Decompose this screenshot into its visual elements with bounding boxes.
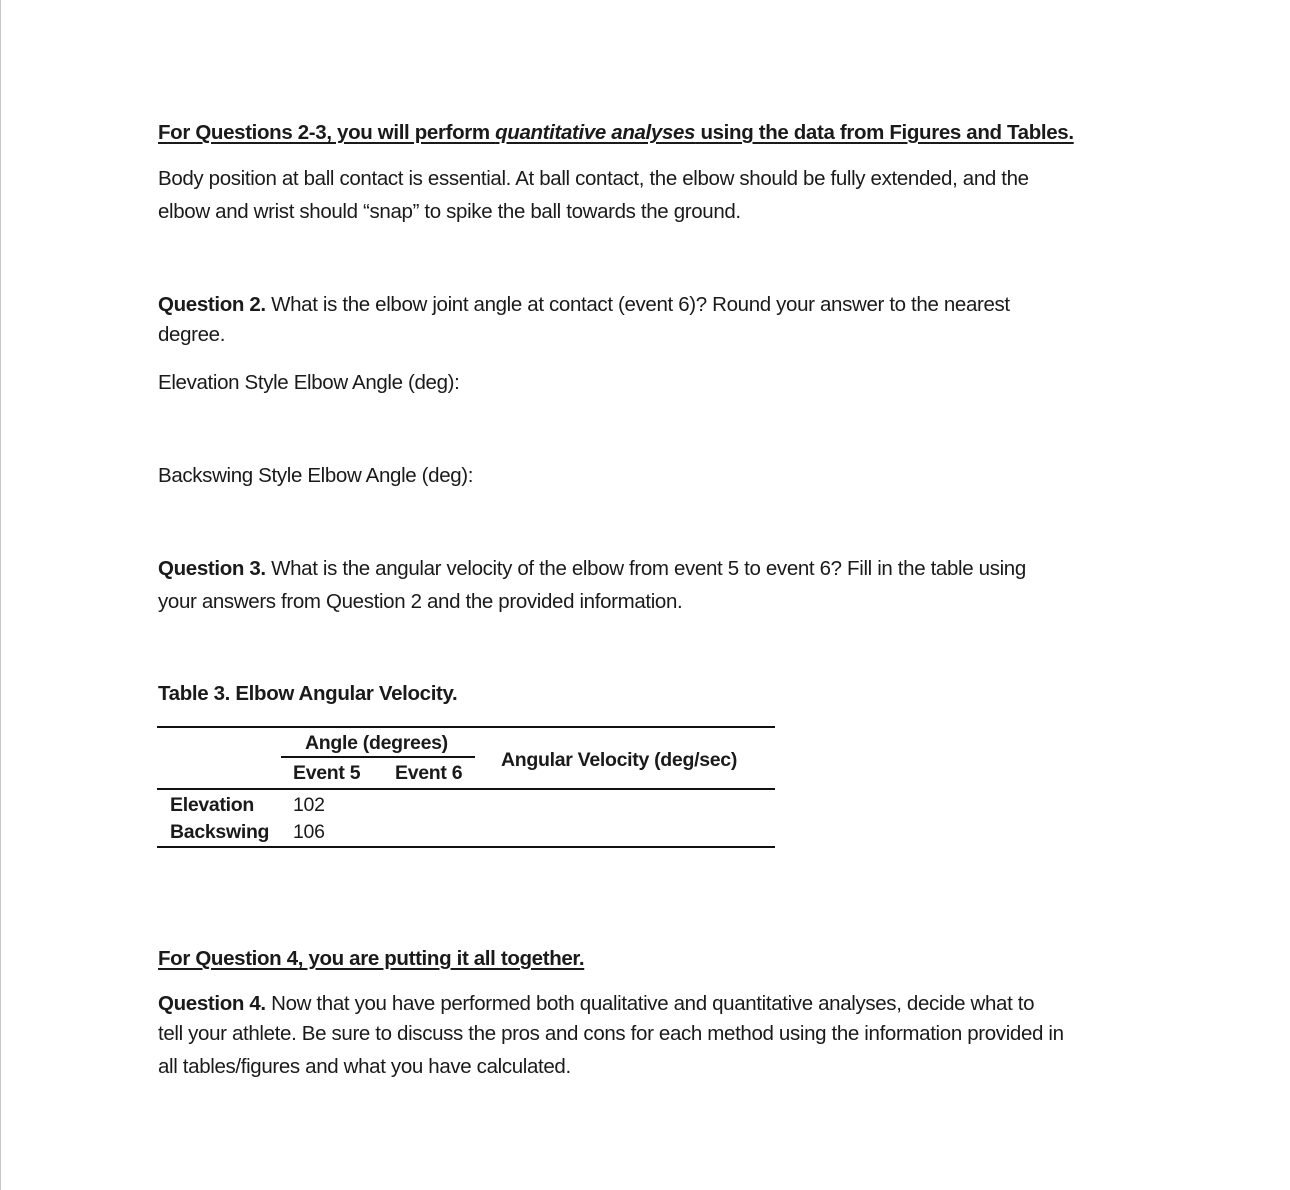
heading-text-pre: For Questions 2-3, you will perform bbox=[158, 121, 496, 144]
question-4-line-2: tell your athlete. Be sure to discuss the pros and cons for each method using the information provided in bbox=[158, 1022, 1064, 1045]
question-4-line-1 bbox=[158, 991, 1034, 1017]
question-3-line-1 bbox=[158, 556, 1026, 582]
question-3-label: Question 3. bbox=[158, 557, 266, 580]
backswing-angle-prompt: Backswing Style Elbow Angle (deg): bbox=[158, 464, 474, 487]
table-top-rule bbox=[157, 726, 775, 728]
section-heading-question-4: For Question 4, you are putting it all together. bbox=[158, 947, 585, 970]
question-2-text: What is the elbow joint angle at contact (event 6)? Round your answer to the nearest bbox=[265, 293, 1010, 316]
table-row-label-elevation: Elevation bbox=[170, 794, 254, 816]
table-title: Table 3. Elbow Angular Velocity. bbox=[158, 682, 458, 705]
table-cell-backswing-event5: 106 bbox=[293, 821, 325, 843]
table-row-label-backswing: Backswing bbox=[170, 821, 270, 843]
question-4-text: Now that you have performed both qualitative and quantitative analyses, decide what to bbox=[265, 992, 1035, 1015]
intro-paragraph-line-2: elbow and wrist should “snap” to spike the ball towards the ground. bbox=[158, 200, 741, 223]
question-2-line-2: degree. bbox=[158, 323, 226, 346]
table-col-header-event6: Event 6 bbox=[395, 762, 463, 784]
question-2-line-1 bbox=[158, 292, 1010, 318]
question-3-line-2: your answers from Question 2 and the provided information. bbox=[158, 590, 683, 613]
table-header-rule bbox=[157, 788, 775, 790]
elevation-angle-prompt: Elevation Style Elbow Angle (deg): bbox=[158, 371, 460, 394]
heading-text-italic: quantitative analyses bbox=[495, 121, 696, 144]
question-4-label: Question 4. bbox=[158, 992, 266, 1015]
table-bottom-rule bbox=[157, 846, 775, 848]
question-3-text: What is the angular velocity of the elbow from event 5 to event 6? Fill in the table using bbox=[265, 557, 1026, 580]
question-2-label: Question 2. bbox=[158, 293, 266, 316]
table-col-header-event5: Event 5 bbox=[293, 762, 361, 784]
table-cell-elevation-event5: 102 bbox=[293, 794, 325, 816]
table-col-header-velocity: Angular Velocity (deg/sec) bbox=[501, 749, 738, 771]
table-group-header-rule bbox=[281, 756, 475, 758]
section-heading-questions-2-3 bbox=[158, 120, 1074, 146]
question-4-line-3: all tables/figures and what you have calculated. bbox=[158, 1055, 571, 1078]
intro-paragraph-line-1: Body position at ball contact is essential. At ball contact, the elbow should be fully extended, and the bbox=[158, 167, 1029, 190]
heading-text-post: using the data from Figures and Tables. bbox=[695, 121, 1074, 144]
table-group-header-angle: Angle (degrees) bbox=[305, 732, 448, 754]
